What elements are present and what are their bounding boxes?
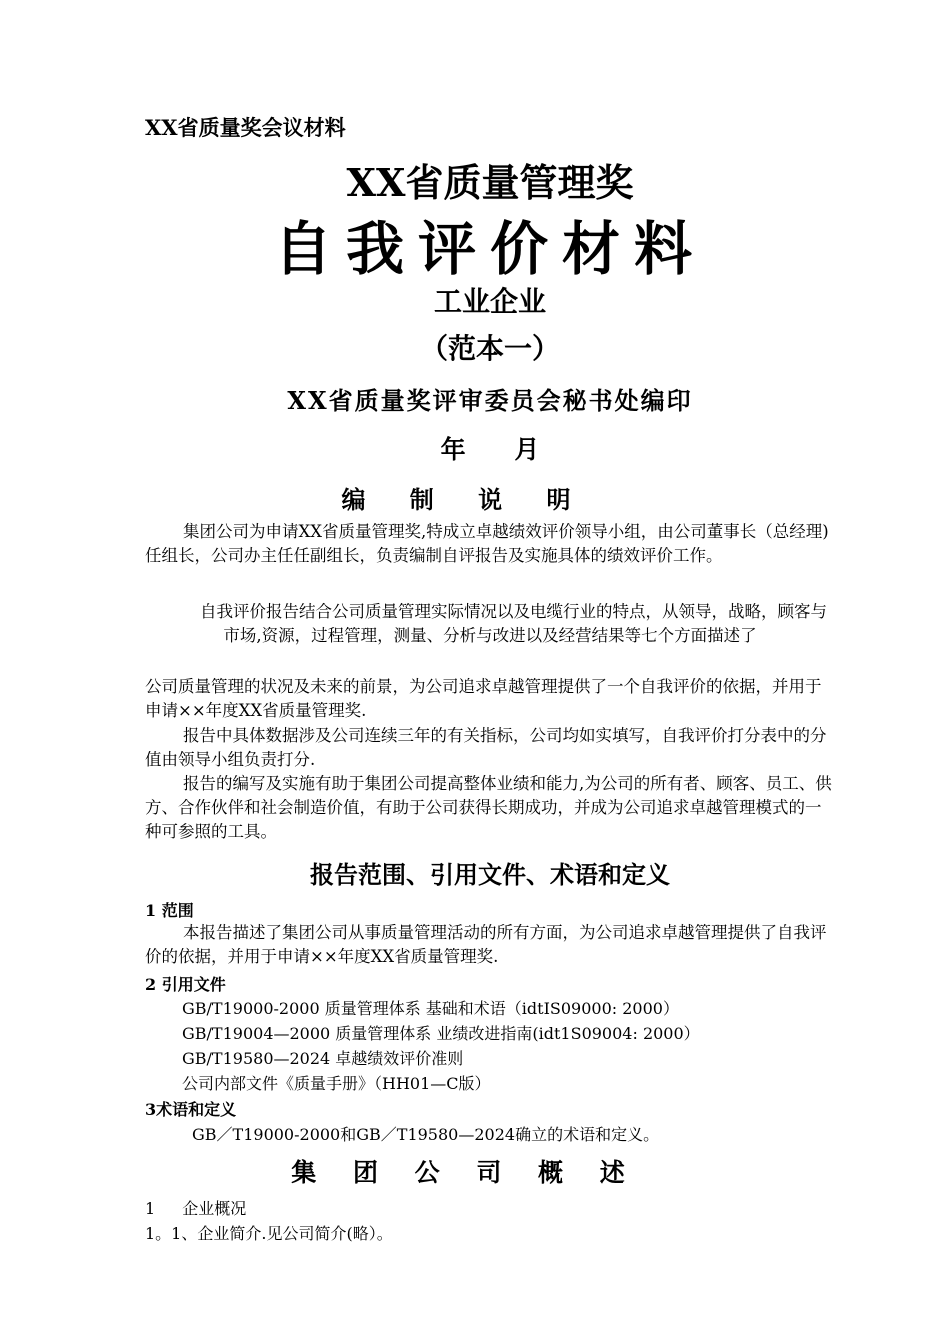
compiler-line: XX省质量奖评审委员会秘书处编印 xyxy=(287,386,693,415)
reference-item: GB/T19004—2000 质量管理体系 业绩改进指南(idt1S09004: 2000） xyxy=(182,1024,700,1043)
title-line-2: 自我评价材料 xyxy=(273,215,706,283)
paragraph: 本报告描述了集团公司从事质量管理活动的所有方面，为公司追求卓越管理提供了自我评价的依据，并用于申请××年度XX省质量管理奖. xyxy=(145,923,827,966)
paragraph: 集团公司为申请XX省质量管理奖,特成立卓越绩效评价领导小组，由公司董事长（总经理)任组长，公司办主任任副组长，负责编制自评报告及实施具体的绩效评价工作。 xyxy=(145,522,829,565)
section-heading-compile: 编 制 说 明 xyxy=(341,485,589,514)
subsection-title: 2 引用文件 xyxy=(145,975,226,994)
subtitle-industry: 工业企业 xyxy=(433,285,546,318)
paragraph: GB／T19000-2000和GB／T19580—2024确立的术语和定义。 xyxy=(192,1125,660,1144)
section-heading-scope: 报告范围、引用文件、术语和定义 xyxy=(310,860,670,889)
paragraph: 公司质量管理的状况及未来的前景，为公司追求卓越管理提供了一个自我评价的依据，并用于申请××年度XX省质量管理奖. xyxy=(145,677,822,720)
outline-item: 1。1、企业简介.见公司简介(略）。 xyxy=(145,1224,393,1243)
outline-item: 1 企业概况 xyxy=(145,1199,247,1218)
reference-item: GB/T19000-2000 质量管理体系 基础和术语（idtIS09000: 2000） xyxy=(182,999,679,1018)
paragraph: 报告中具体数据涉及公司连续三年的有关指标，公司均如实填写，自我评价打分表中的分值由领导小组负责打分. xyxy=(145,726,827,769)
subsection-title: 1 范围 xyxy=(145,901,194,920)
section-heading-overview: 集 团 公 司 概 述 xyxy=(291,1158,639,1187)
paragraph: 自我评价报告结合公司质量管理实际情况以及电缆行业的特点，从领导，战略，顾客与市场,资源，过程管理，测量、分析与改进以及经营结果等七个方面描述了 xyxy=(200,602,827,645)
subsection-title: 3术语和定义 xyxy=(145,1100,237,1119)
subtitle-sample: （范本一） xyxy=(419,332,560,365)
reference-item: 公司内部文件《质量手册》（HH01—C版） xyxy=(182,1074,491,1093)
paragraph: 报告的编写及实施有助于集团公司提高整体业绩和能力,为公司的所有者、顾客、员工、供方、合作伙伴和社会制造价值，有助于公司获得长期成功，并成为公司追求卓越管理模式的一种可参照的工具。 xyxy=(145,774,832,841)
date-line: 年 月 xyxy=(440,435,540,464)
document-header: XX省质量奖会议材料 xyxy=(145,115,346,140)
title-line-1: XX省质量管理奖 xyxy=(346,160,634,205)
reference-item: GB/T19580—2024 卓越绩效评价准则 xyxy=(182,1049,464,1068)
